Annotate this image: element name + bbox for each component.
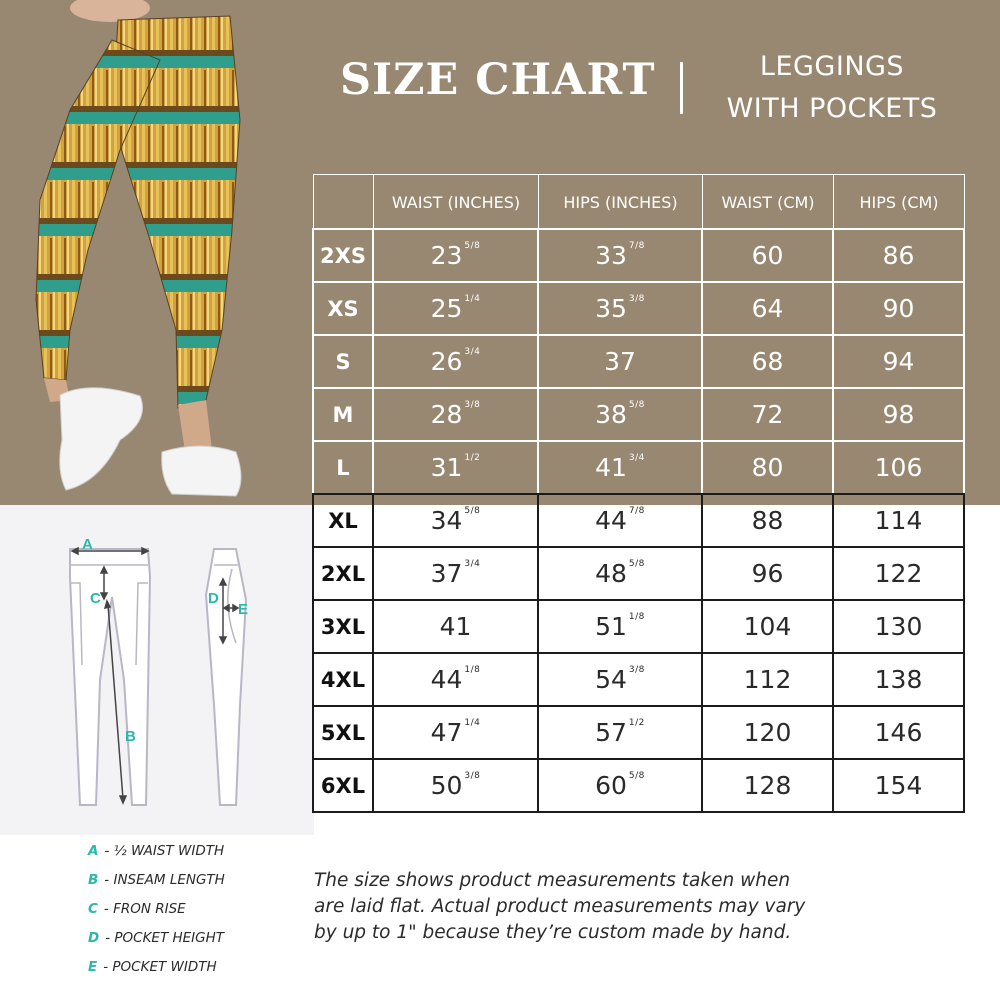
hips-cm-cell — [832, 652, 965, 707]
value: 35 — [595, 294, 627, 323]
size-label-cell: 2XL — [312, 546, 374, 601]
legend-letter: E — [88, 958, 98, 975]
hips-cm-cell — [832, 599, 965, 654]
value: 94 — [882, 347, 915, 376]
hips-inches-cell — [537, 758, 703, 813]
value: 154 — [874, 771, 923, 800]
size-label-cell: 6XL — [312, 758, 374, 813]
legend-item — [88, 923, 225, 952]
waist-cm-cell — [701, 493, 834, 548]
value: 41 — [439, 612, 472, 641]
hips-cm-cell — [832, 440, 965, 495]
fraction: 5/8 — [628, 399, 645, 410]
fraction: 7/8 — [628, 505, 645, 516]
value: 122 — [874, 559, 923, 588]
note-line: The size shows product measurements taken when — [314, 870, 791, 891]
hips-cm-cell — [832, 387, 965, 442]
value: 26 — [430, 347, 463, 376]
value: 37 — [430, 559, 463, 588]
value: 44 — [595, 506, 627, 535]
fraction: 1/2 — [628, 717, 645, 728]
value: 33 — [595, 241, 627, 270]
size-label-cell: XL — [312, 493, 374, 548]
note-line: by up to 1" because they’re custom made by hand. — [314, 922, 792, 943]
waist-cm-cell — [701, 758, 834, 813]
fraction: 3/4 — [628, 452, 645, 463]
value: 146 — [874, 718, 923, 747]
waist-inches-cell — [372, 440, 539, 495]
product-name — [712, 46, 952, 130]
value: 50 — [430, 771, 463, 800]
fraction: 5/8 — [628, 558, 645, 569]
waist-inches-cell — [372, 493, 539, 548]
size-label-cell: 4XL — [312, 652, 374, 707]
title-divider — [680, 62, 683, 114]
hips-inches-cell — [537, 652, 703, 707]
legend-text: - POCKET HEIGHT — [105, 929, 225, 946]
product-name-line1: LEGGINGS — [759, 51, 905, 82]
column-header: WAIST (CM) — [702, 174, 834, 230]
value: 112 — [743, 665, 792, 694]
label-e: E — [238, 601, 249, 618]
value: 104 — [743, 612, 792, 641]
hips-inches-cell — [537, 228, 703, 283]
hips-cm-cell — [832, 546, 965, 601]
value: 47 — [430, 718, 463, 747]
legend-letter: C — [88, 900, 98, 917]
value: 90 — [882, 294, 915, 323]
value: 60 — [751, 241, 784, 270]
label-d: D — [208, 590, 219, 607]
value: 96 — [751, 559, 784, 588]
waist-cm-cell — [701, 705, 834, 760]
hips-inches-cell — [537, 334, 703, 389]
fraction: 1/8 — [464, 664, 481, 675]
legend-text: - POCKET WIDTH — [103, 958, 217, 975]
header-corner — [313, 174, 374, 230]
waist-cm-cell — [701, 228, 834, 283]
value: 51 — [595, 612, 627, 641]
legend-letter: D — [88, 929, 100, 946]
value: 37 — [604, 347, 636, 376]
value: 60 — [595, 771, 627, 800]
fraction: 3/8 — [464, 399, 481, 410]
value: 31 — [430, 453, 463, 482]
size-label-cell: S — [312, 334, 374, 389]
legend-text: - ½ WAIST WIDTH — [104, 842, 225, 859]
waist-inches-cell — [372, 281, 539, 336]
label-a: A — [82, 536, 93, 553]
hips-inches-cell — [537, 440, 703, 495]
waist-inches-cell — [372, 334, 539, 389]
page-title: SIZE CHART — [340, 55, 656, 105]
fraction: 1/4 — [464, 293, 481, 304]
value: 120 — [743, 718, 792, 747]
size-label-cell: 2XS — [312, 228, 374, 283]
hips-cm-cell — [832, 705, 965, 760]
measurement-legend — [88, 836, 225, 981]
value: 44 — [430, 665, 463, 694]
value: 138 — [874, 665, 923, 694]
hips-cm-cell — [832, 281, 965, 336]
legend-letter: B — [88, 871, 99, 888]
legend-text: - INSEAM LENGTH — [104, 871, 225, 888]
note-line: are laid flat. Actual product measurements may vary — [314, 896, 806, 917]
fraction: 5/8 — [628, 770, 645, 781]
value: 48 — [595, 559, 627, 588]
legend-item — [88, 894, 225, 923]
size-label-cell: L — [312, 440, 374, 495]
hips-cm-cell — [832, 334, 965, 389]
label-b: B — [125, 728, 136, 745]
column-header: HIPS (CM) — [833, 174, 965, 230]
value: 64 — [751, 294, 784, 323]
value: 114 — [874, 506, 923, 535]
column-header: HIPS (INCHES) — [538, 174, 703, 230]
waist-inches-cell — [372, 652, 539, 707]
hips-inches-cell — [537, 546, 703, 601]
fraction: 3/8 — [464, 770, 481, 781]
size-label-cell: M — [312, 387, 374, 442]
value: 128 — [743, 771, 792, 800]
column-header: WAIST (INCHES) — [373, 174, 539, 230]
waist-cm-cell — [701, 281, 834, 336]
measurement-note — [314, 868, 854, 946]
waist-inches-cell — [372, 228, 539, 283]
waist-inches-cell — [372, 705, 539, 760]
fraction: 7/8 — [628, 240, 645, 251]
fraction: 3/4 — [464, 558, 481, 569]
fraction: 3/8 — [628, 293, 645, 304]
waist-inches-cell — [372, 387, 539, 442]
hips-cm-cell — [832, 758, 965, 813]
hips-inches-cell — [537, 387, 703, 442]
hips-cm-cell — [832, 493, 965, 548]
size-table — [314, 175, 965, 813]
fraction: 3/8 — [628, 664, 645, 675]
size-label-cell: 5XL — [312, 705, 374, 760]
measurement-diagram — [0, 505, 314, 835]
value: 54 — [595, 665, 627, 694]
hips-inches-cell — [537, 281, 703, 336]
fraction: 1/8 — [628, 611, 645, 622]
fraction: 5/8 — [464, 240, 481, 251]
label-c: C — [90, 590, 101, 607]
value: 34 — [430, 506, 463, 535]
value: 23 — [430, 241, 463, 270]
fraction: 5/8 — [464, 505, 481, 516]
waist-cm-cell — [701, 599, 834, 654]
waist-inches-cell — [372, 758, 539, 813]
value: 98 — [882, 400, 915, 429]
hips-inches-cell — [537, 493, 703, 548]
product-photo — [0, 0, 314, 505]
hips-inches-cell — [537, 705, 703, 760]
value: 28 — [430, 400, 463, 429]
value: 88 — [751, 506, 784, 535]
waist-inches-cell — [372, 599, 539, 654]
value: 72 — [751, 400, 784, 429]
value: 41 — [595, 453, 627, 482]
value: 130 — [874, 612, 923, 641]
waist-cm-cell — [701, 387, 834, 442]
waist-cm-cell — [701, 334, 834, 389]
hips-cm-cell — [832, 228, 965, 283]
value: 80 — [751, 453, 784, 482]
value: 106 — [874, 453, 923, 482]
fraction: 3/4 — [464, 346, 481, 357]
fraction: 1/4 — [464, 717, 481, 728]
legend-item — [88, 865, 225, 894]
hips-inches-cell — [537, 599, 703, 654]
size-label-cell: XS — [312, 281, 374, 336]
legend-item — [88, 952, 225, 981]
legend-text: - FRON RISE — [103, 900, 186, 917]
fraction: 1/2 — [464, 452, 481, 463]
waist-cm-cell — [701, 440, 834, 495]
waist-cm-cell — [701, 652, 834, 707]
legend-letter: A — [88, 842, 99, 859]
value: 25 — [430, 294, 463, 323]
waist-inches-cell — [372, 546, 539, 601]
value: 86 — [882, 241, 915, 270]
size-label-cell: 3XL — [312, 599, 374, 654]
value: 57 — [595, 718, 627, 747]
value: 68 — [751, 347, 784, 376]
waist-cm-cell — [701, 546, 834, 601]
legend-item — [88, 836, 225, 865]
product-name-line2: WITH POCKETS — [726, 93, 938, 124]
value: 38 — [595, 400, 627, 429]
